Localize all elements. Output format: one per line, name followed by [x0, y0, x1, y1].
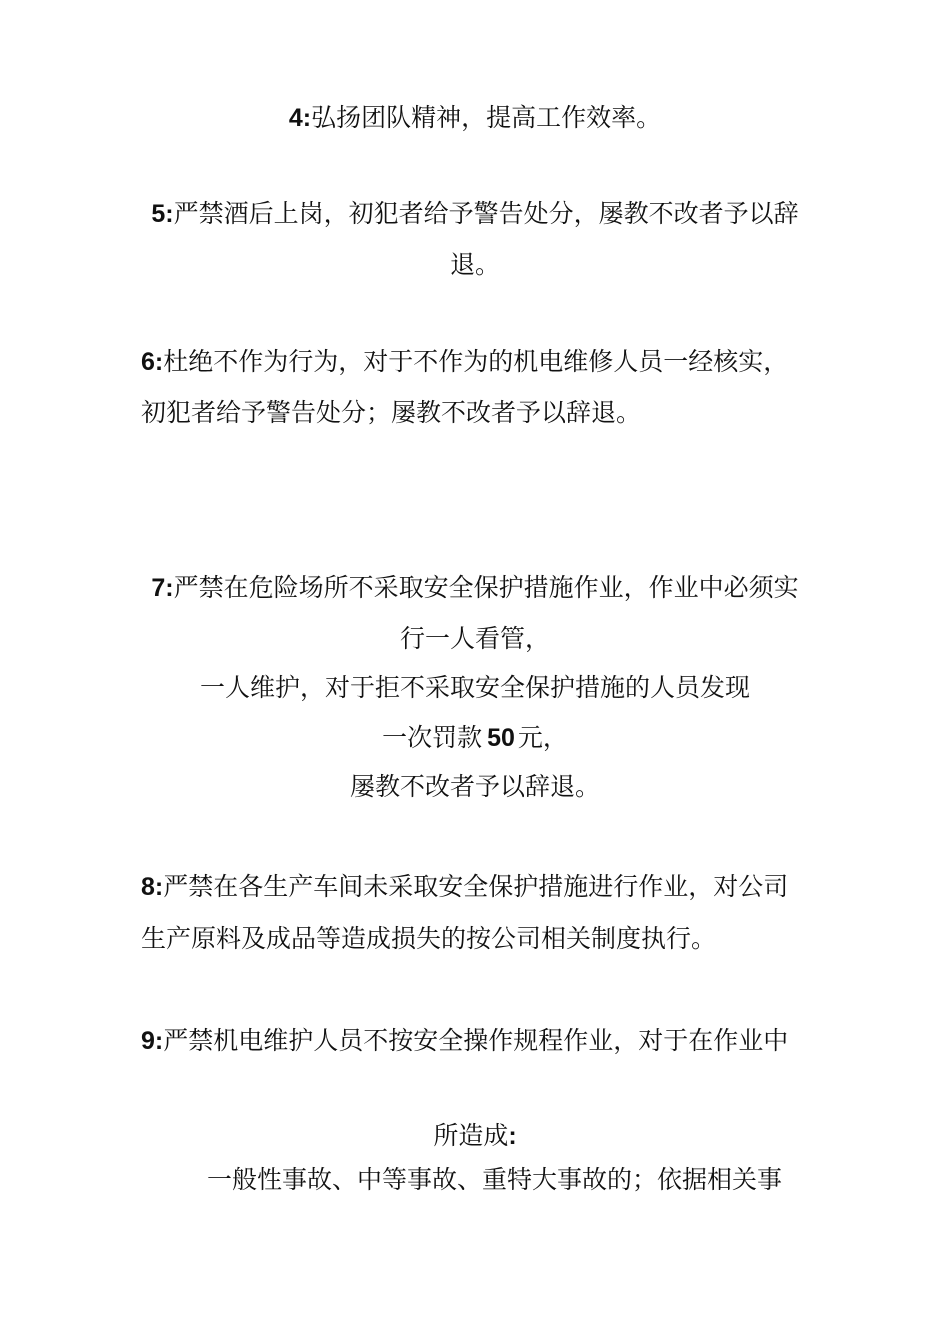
- item-number: 5:: [151, 200, 174, 228]
- colon: :: [508, 1122, 517, 1150]
- item-8-line-1: [141, 870, 788, 904]
- item-text: 生产原料及成品等造成损失的按公司相关制度执行。: [141, 924, 717, 953]
- item-7-line-1: [0, 571, 950, 605]
- item-6-line-2: [141, 396, 641, 430]
- item-text: 元，: [517, 723, 568, 752]
- item-7-line-2: [0, 622, 950, 656]
- item-text: 一般性事故、中等事故、重特大事故的；依据相关事: [207, 1165, 783, 1194]
- item-text: 行一人看管，: [399, 624, 550, 653]
- item-text: 严禁在危险场所不采取安全保护措施作业，作业中必须实: [173, 573, 799, 602]
- item-9-line-3: [207, 1163, 782, 1197]
- item-number: 8:: [141, 873, 164, 901]
- fine-amount: 50: [487, 724, 515, 752]
- item-number: 6:: [141, 348, 164, 376]
- item-5-line-1: [0, 197, 950, 231]
- item-8-line-2: [141, 922, 716, 956]
- item-text: 严禁机电维护人员不按安全操作规程作业，对于在作业中: [163, 1026, 789, 1055]
- item-text: 一人维护，对于拒不采取安全保护措施的人员发现: [199, 673, 750, 702]
- item-number: 4:: [288, 104, 312, 132]
- item-text: 严禁酒后上岗，初犯者给予警告处分，屡教不改者予以辞: [173, 199, 799, 228]
- item-text: 初犯者给予警告处分；屡教不改者予以辞退。: [141, 398, 642, 427]
- item-7-line-5: [0, 770, 950, 804]
- item-text: 退。: [449, 250, 500, 279]
- item-text: 严禁在各生产车间未采取安全保护措施进行作业，对公司: [163, 872, 789, 901]
- item-number: 7:: [151, 574, 174, 602]
- item-9-line-2: [0, 1119, 950, 1153]
- item-7-line-4: [0, 721, 950, 755]
- item-text: 一次罚款: [382, 723, 483, 752]
- item-text: 屡教不改者予以辞退。: [349, 772, 600, 801]
- item-text: 弘扬团队精神，提高工作效率。: [311, 103, 662, 132]
- item-9-line-1: [141, 1024, 788, 1058]
- item-5-line-2: [0, 248, 950, 282]
- item-text: 所造成: [433, 1121, 509, 1150]
- item-7-line-3: [0, 671, 950, 705]
- item-number: 9:: [141, 1027, 164, 1055]
- item-text: 杜绝不作为行为，对于不作为的机电维修人员一经核实，: [163, 347, 789, 376]
- item-6-line-1: [141, 345, 788, 379]
- item-4-line-1: [0, 101, 950, 135]
